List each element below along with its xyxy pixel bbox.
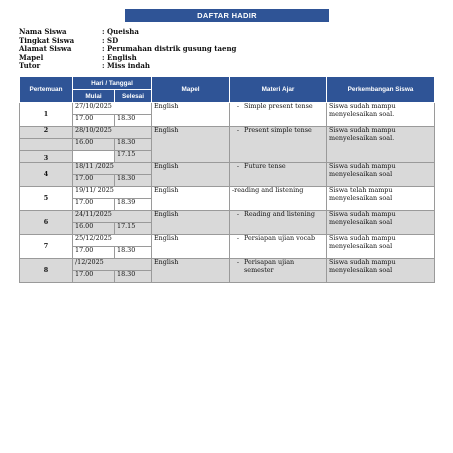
start-time-cell: 16.00 [73, 223, 115, 235]
mapel-cell: English [152, 235, 230, 259]
materi-text: Perisapan ujian semester [244, 258, 295, 274]
info-label: Nama Siswa [19, 27, 67, 36]
materi-text: Present simple tense [244, 126, 312, 134]
start-time-cell: 16.00 [73, 139, 115, 151]
header-pertemuan: Pertemuan [20, 77, 73, 103]
date-cell: /12/2025 [73, 259, 152, 271]
bullet-dash: - [236, 126, 240, 134]
pertemuan-cell-spacer [20, 139, 73, 151]
info-value: : Perumahan distrik gusung taeng [102, 44, 237, 54]
header-perkembangan: Perkembangan Siswa [327, 77, 435, 103]
mapel-cell: English [152, 187, 230, 211]
perkembangan-cell: Siswa sudah mampu menyelesaikan soal [327, 235, 435, 259]
materi-cell [230, 259, 327, 283]
header-mapel: Mapel [152, 77, 230, 103]
pertemuan-cell: 2 [20, 127, 73, 139]
pertemuan-cell: 5 [20, 187, 73, 211]
end-time-cell: 17.15 [115, 151, 152, 163]
header-selesai: Selesai [115, 90, 152, 103]
pertemuan-cell: 4 [20, 163, 73, 187]
date-cell: 28/10/2025 [73, 127, 152, 139]
start-time-cell: 17.00 [73, 271, 115, 283]
info-value: : SD [102, 35, 119, 45]
perkembangan-cell: Siswa sudah mampu menyelesaikan soal [327, 211, 435, 235]
start-time-cell-empty [73, 151, 115, 163]
pertemuan-cell: 8 [20, 259, 73, 283]
header-materi: Materi Ajar [230, 77, 327, 103]
table-row [20, 127, 435, 139]
perkembangan-cell: Siswa sudah mampu menyelesaikan soal [327, 259, 435, 283]
info-value: : Miss indah [102, 61, 151, 71]
table-row [20, 259, 435, 271]
start-time-cell: 17.00 [73, 115, 115, 127]
perkembangan-cell: Siswa sudah mampu menyelesaikan soal. [327, 127, 435, 163]
info-label: Mapel [19, 52, 44, 62]
pertemuan-cell: 3 [20, 151, 73, 163]
materi-text: Reading and listening [244, 210, 315, 218]
info-label: Alamat Siswa [19, 44, 72, 54]
end-time-cell: 18.30 [115, 115, 152, 127]
pertemuan-cell: 6 [20, 211, 73, 235]
materi-cell [230, 127, 327, 163]
end-time-cell: 17.15 [115, 223, 152, 235]
table-row [20, 211, 435, 223]
header-hari-tanggal: Hari / Tanggal [73, 77, 152, 90]
end-time-cell: 18.30 [115, 139, 152, 151]
start-time-cell: 17.00 [73, 175, 115, 187]
materi-cell [230, 103, 327, 127]
end-time-cell: 18.30 [115, 175, 152, 187]
page-title: DAFTAR HADIR [125, 9, 329, 22]
date-cell: 25/12/2025 [73, 235, 152, 247]
materi-text: Future tense [244, 162, 286, 170]
perkembangan-cell: Siswa telah mampu menyelesaikan soal [327, 187, 435, 211]
materi-text: Simple present tense [244, 102, 313, 110]
header-mulai: Mulai [73, 90, 115, 103]
info-label: Tingkat Siswa [19, 35, 75, 45]
bullet-dash: - [236, 234, 240, 242]
info-value: : English [102, 52, 137, 62]
pertemuan-cell: 7 [20, 235, 73, 259]
end-time-cell: 18.39 [115, 199, 152, 211]
mapel-cell: English [152, 103, 230, 127]
end-time-cell: 18.30 [115, 247, 152, 259]
date-cell: 19/11/ 2025 [73, 187, 152, 199]
materi-cell [230, 211, 327, 235]
mapel-cell: English [152, 259, 230, 283]
student-info [19, 28, 236, 71]
bullet-dash: - [236, 258, 240, 266]
materi-cell: -reading and listening [230, 187, 327, 211]
materi-cell [230, 163, 327, 187]
materi-cell [230, 235, 327, 259]
mapel-cell: English [152, 211, 230, 235]
perkembangan-cell: Siswa sudah mampu menyelesaikan soal [327, 163, 435, 187]
end-time-cell: 18.30 [115, 271, 152, 283]
bullet-dash: - [236, 102, 240, 110]
info-label: Tutor [19, 61, 41, 71]
date-cell: 24/11/2025 [73, 211, 152, 223]
table-row [20, 103, 435, 115]
mapel-cell: English [152, 127, 230, 163]
date-cell: 18/11 /2025 [73, 163, 152, 175]
table-row [20, 235, 435, 247]
attendance-table [19, 76, 435, 283]
bullet-dash: - [236, 162, 240, 170]
table-row [20, 163, 435, 175]
bullet-dash: - [236, 210, 240, 218]
mapel-cell: English [152, 163, 230, 187]
info-row-tutor [19, 62, 236, 71]
materi-text: Persiapan ujian vocab [244, 234, 316, 242]
perkembangan-cell: Siswa sudah mampu menyelesaikan soal. [327, 103, 435, 127]
start-time-cell: 17.00 [73, 199, 115, 211]
start-time-cell: 17.00 [73, 247, 115, 259]
date-cell: 27/10/2025 [73, 103, 152, 115]
table-row [20, 187, 435, 199]
pertemuan-cell: 1 [20, 103, 73, 127]
info-value: : Queisha [102, 27, 139, 36]
